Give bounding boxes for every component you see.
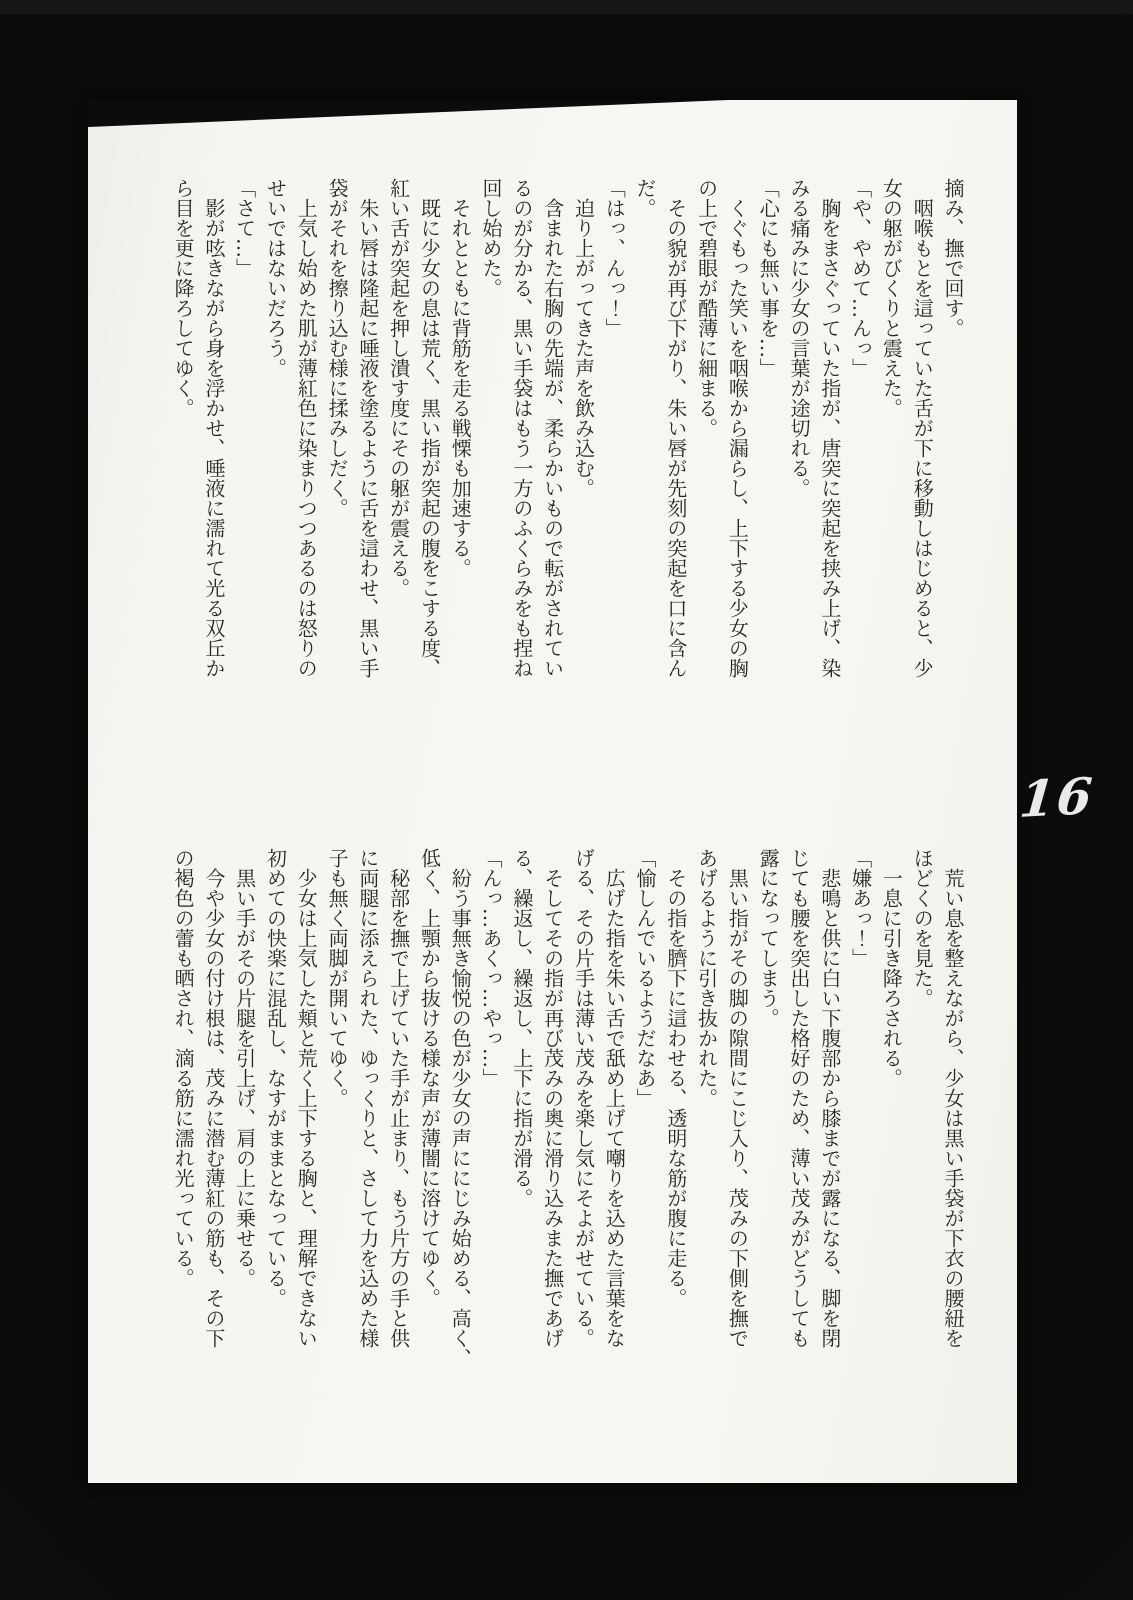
text-line: 袋がそれを擦り込む様に揉みしだく。 (325, 178, 350, 518)
text-line: 咽喉もとを這っていた舌が下に移動しはじめると、少 (910, 178, 935, 678)
text-line: 胸をまさぐっていた指が、唐突に突起を挟み上げ、染 (817, 178, 842, 678)
text-line: 初めての快楽に混乱し、なすがままとなっている。 (263, 848, 288, 1308)
text-line: 黒い指がその脚の隙間にこじ入り、茂みの下側を撫で (725, 848, 750, 1348)
text-line: くぐもった笑いを咽喉から漏らし、上下する少女の胸 (725, 178, 750, 678)
text-line: ほどくのを見た。 (910, 848, 935, 1008)
text-line: せいではないだろう。 (263, 178, 288, 378)
page-number: 16 (1017, 766, 1097, 829)
text-line: 既に少女の息は荒く、黒い指が突起の腹をこする度、 (417, 178, 442, 678)
text-line: その貌が再び下がり、朱い唇が先刻の突起を口に含ん (663, 178, 688, 678)
text-line: の褐色の蕾も晒され、滴る筋に濡れ光っている。 (171, 848, 196, 1288)
text-line: の上で碧眼が酷薄に細まる。 (694, 178, 719, 438)
text-line: 紛う事無き愉悦の色が少女の声ににじみ始める、高く、 (448, 848, 473, 1368)
text-line: 含まれた右胸の先端が、柔らかいもので転がされてい (540, 178, 565, 678)
text-line: 低く、上顎から抜ける様な声が薄闇に溶けてゆく。 (417, 848, 442, 1308)
text-line: げる、その片手は薄い茂みを楽し気にそよがせている。 (571, 848, 596, 1348)
text-line: 秘部を撫で上げていた手が止まり、もう片方の手と供 (386, 848, 411, 1348)
text-line: 露になってしまう。 (756, 848, 781, 1028)
text-line: みる痛みに少女の言葉が途切れる。 (787, 178, 812, 498)
text-line: あげるように引き抜かれた。 (694, 848, 719, 1108)
text-line: 子も無く両脚が開いてゆく。 (325, 848, 350, 1108)
text-line: 朱い唇は隆起に唾液を塗るように舌を這わせ、黒い手 (355, 178, 380, 678)
text-line: 紅い舌が突起を押し潰す度にその躯が震える。 (386, 178, 411, 598)
text-line: 「心にも無い事を…」 (756, 178, 781, 378)
text-line: 上気し始めた肌が薄紅色に染まりつつあるのは怒りの (294, 178, 319, 678)
text-line: 「愉しんでいるようだなあ」 (633, 848, 658, 1108)
text-line: 「さて…」 (232, 178, 257, 278)
text-line: 摘み、撫で回す。 (941, 178, 965, 338)
text-line: 「や、やめて…んっ」 (848, 178, 873, 378)
text-line: 少女は上気した頬と荒く上下する胸と、理解できない (294, 848, 319, 1348)
text-block-bottom (167, 848, 968, 1413)
text-line: その指を臍下に這わせる、透明な筋が腹に走る。 (663, 848, 688, 1308)
book-page (88, 100, 1017, 1483)
text-line: る、繰返し、繰返し、上下に指が滑る。 (509, 848, 534, 1208)
text-line: 回し始めた。 (479, 178, 504, 298)
text-line: だ。 (633, 178, 658, 218)
text-line: 「はっ、んっ！」 (602, 178, 627, 338)
scan-edge-shadow (88, 100, 728, 127)
text-line: るのが分かる、黒い手袋はもう一方のふくらみをも捏ね (509, 178, 534, 678)
text-line: 黒い手がその片腿を引上げ、肩の上に乗せる。 (232, 848, 257, 1288)
text-line: 荒い息を整えながら、少女は黒い手袋が下衣の腰紐を (941, 848, 965, 1348)
text-line: それとともに背筋を走る戦慄も加速する。 (448, 178, 473, 578)
text-line: 影が呟きながら身を浮かせ、唾液に濡れて光る双丘か (201, 178, 226, 678)
text-line: 一息に引き降ろされる。 (879, 848, 904, 1088)
text-line: 女の躯がびくりと震えた。 (879, 178, 904, 418)
text-block-top (167, 178, 968, 743)
text-line: ら目を更に降ろしてゆく。 (171, 178, 196, 418)
text-line: そしてその指が再び茂みの奥に滑り込みまた撫であげ (540, 848, 565, 1348)
text-line: じても腰を突出した格好のため、薄い茂みがどうしても (787, 848, 812, 1348)
text-line: 今や少女の付け根は、茂みに潜む薄紅の筋も、その下 (201, 848, 226, 1348)
text-line: に両腿に添えられた、ゆっくりと、さして力を込めた様 (355, 848, 380, 1348)
text-line: 広げた指を朱い舌で舐め上げて嘲りを込めた言葉をな (602, 848, 627, 1348)
text-line: 悲鳴と供に白い下腹部から膝までが露になる、脚を閉 (817, 848, 842, 1348)
text-line: 「んっ…あくっ…やっ…」 (479, 848, 504, 1088)
text-line: 「嫌あっ！」 (848, 848, 873, 968)
text-line: 迫り上がってきた声を飲み込む。 (571, 178, 596, 498)
